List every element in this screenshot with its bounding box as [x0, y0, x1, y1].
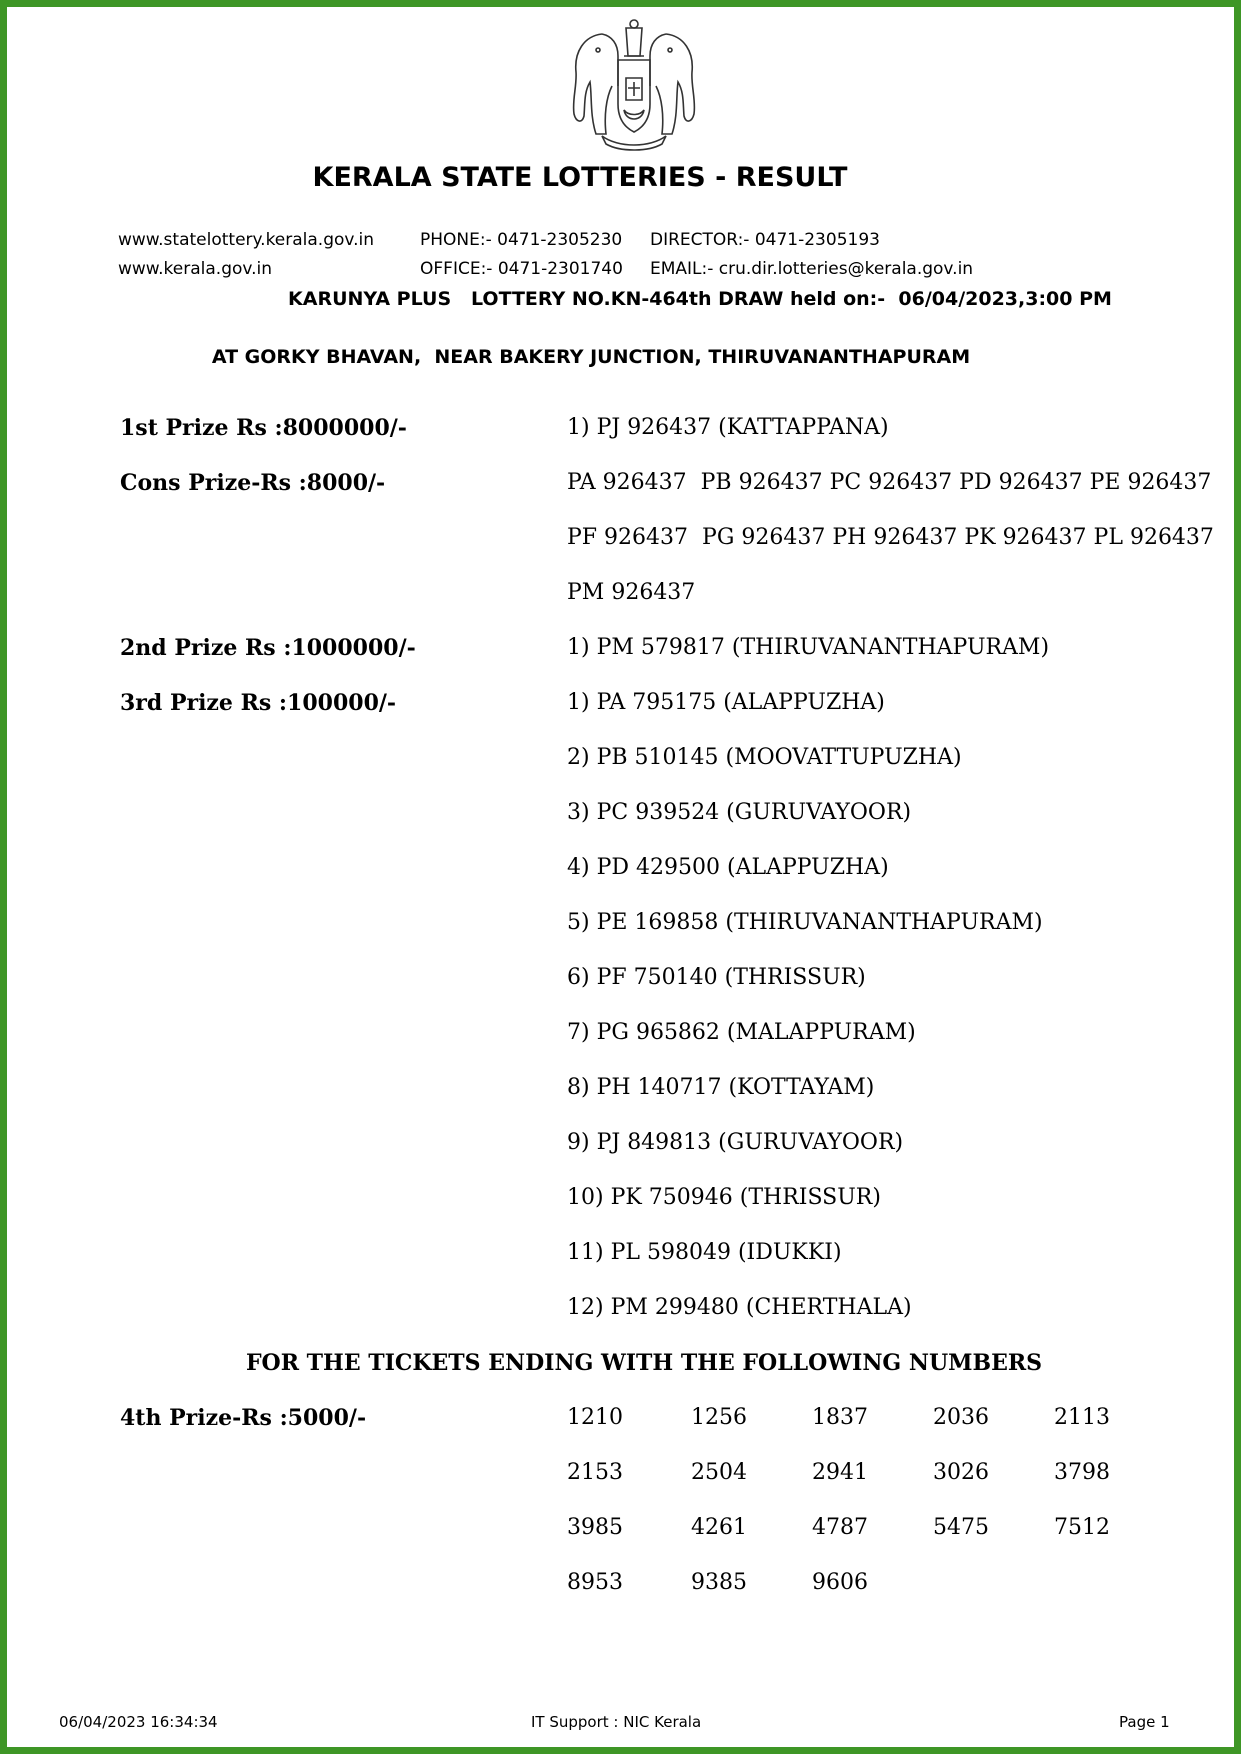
third-prize-label: 3rd Prize Rs :100000/- [120, 690, 397, 716]
footer-page-number: Page 1 [1119, 1713, 1170, 1731]
fourth-prize-number: 9606 [812, 1570, 868, 1595]
third-prize-winner: 3) PC 939524 (GURUVAYOOR) [567, 800, 912, 825]
third-prize-winner: 9) PJ 849813 (GURUVAYOOR) [567, 1130, 904, 1155]
footer-support: IT Support : NIC Kerala [531, 1713, 702, 1731]
draw-info: KARUNYA PLUS LOTTERY NO.KN-464th DRAW held on:- 06/04/2023,3:00 PM [288, 288, 1112, 310]
cons-prize-line: PF 926437 PG 926437 PH 926437 PK 926437 PL 926437 [567, 525, 1214, 550]
third-prize-winner: 12) PM 299480 (CHERTHALA) [567, 1295, 912, 1320]
fourth-prize-number: 1210 [567, 1405, 623, 1430]
third-prize-winner: 5) PE 169858 (THIRUVANANTHAPURAM) [567, 910, 1043, 935]
cons-prize-line: PM 926437 [567, 580, 696, 605]
third-prize-winner: 10) PK 750946 (THRISSUR) [567, 1185, 881, 1210]
third-prize-winner: 8) PH 140717 (KOTTAYAM) [567, 1075, 875, 1100]
first-prize-winner: 1) PJ 926437 (KATTAPPANA) [567, 415, 889, 440]
fourth-prize-number: 2504 [691, 1460, 747, 1485]
third-prize-winner: 4) PD 429500 (ALAPPUZHA) [567, 855, 889, 880]
fourth-prize-number: 1837 [812, 1405, 868, 1430]
kerala-website-link[interactable]: www.kerala.gov.in [118, 259, 273, 279]
fourth-prize-number: 2941 [812, 1460, 868, 1485]
cons-prize-line: PA 926437 PB 926437 PC 926437 PD 926437 PE 926437 [567, 470, 1212, 495]
fourth-prize-number: 2153 [567, 1460, 623, 1485]
office-phone-text: OFFICE:- 0471-2301740 [420, 259, 623, 279]
second-prize-label: 2nd Prize Rs :1000000/- [120, 635, 416, 661]
second-prize-winner: 1) PM 579817 (THIRUVANANTHAPURAM) [567, 635, 1050, 660]
ending-numbers-heading: FOR THE TICKETS ENDING WITH THE FOLLOWING NUMBERS [245, 1350, 1043, 1376]
fourth-prize-number: 4261 [691, 1515, 747, 1540]
cons-prize-label: Cons Prize-Rs :8000/- [120, 470, 386, 496]
fourth-prize-number: 3798 [1054, 1460, 1110, 1485]
fourth-prize-number: 3026 [933, 1460, 989, 1485]
kerala-state-emblem-icon [562, 16, 706, 152]
third-prize-winner: 1) PA 795175 (ALAPPUZHA) [567, 690, 885, 715]
fourth-prize-number: 9385 [691, 1570, 747, 1595]
fourth-prize-number: 8953 [567, 1570, 623, 1595]
third-prize-winner: 6) PF 750140 (THRISSUR) [567, 965, 866, 990]
fourth-prize-number: 7512 [1054, 1515, 1110, 1540]
fourth-prize-number: 2113 [1054, 1405, 1110, 1430]
phone-text: PHONE:- 0471-2305230 [420, 230, 623, 250]
fourth-prize-label: 4th Prize-Rs :5000/- [120, 1405, 367, 1431]
first-prize-label: 1st Prize Rs :8000000/- [120, 415, 407, 441]
fourth-prize-number: 2036 [933, 1405, 989, 1430]
fourth-prize-number: 5475 [933, 1515, 989, 1540]
fourth-prize-number: 4787 [812, 1515, 868, 1540]
footer-timestamp: 06/04/2023 16:34:34 [59, 1713, 218, 1731]
draw-venue: AT GORKY BHAVAN, NEAR BAKERY JUNCTION, THIRUVANANTHAPURAM [211, 346, 971, 368]
director-phone-text: DIRECTOR:- 0471-2305193 [650, 230, 880, 250]
third-prize-winner: 7) PG 965862 (MALAPPURAM) [567, 1020, 916, 1045]
website-link[interactable]: www.statelottery.kerala.gov.in [118, 230, 375, 250]
third-prize-winner: 2) PB 510145 (MOOVATTUPUZHA) [567, 745, 962, 770]
fourth-prize-number: 3985 [567, 1515, 623, 1540]
third-prize-winner: 11) PL 598049 (IDUKKI) [567, 1240, 842, 1265]
page-title: KERALA STATE LOTTERIES - RESULT [312, 162, 848, 193]
email-link[interactable]: EMAIL:- cru.dir.lotteries@kerala.gov.in [650, 259, 974, 279]
fourth-prize-number: 1256 [691, 1405, 747, 1430]
